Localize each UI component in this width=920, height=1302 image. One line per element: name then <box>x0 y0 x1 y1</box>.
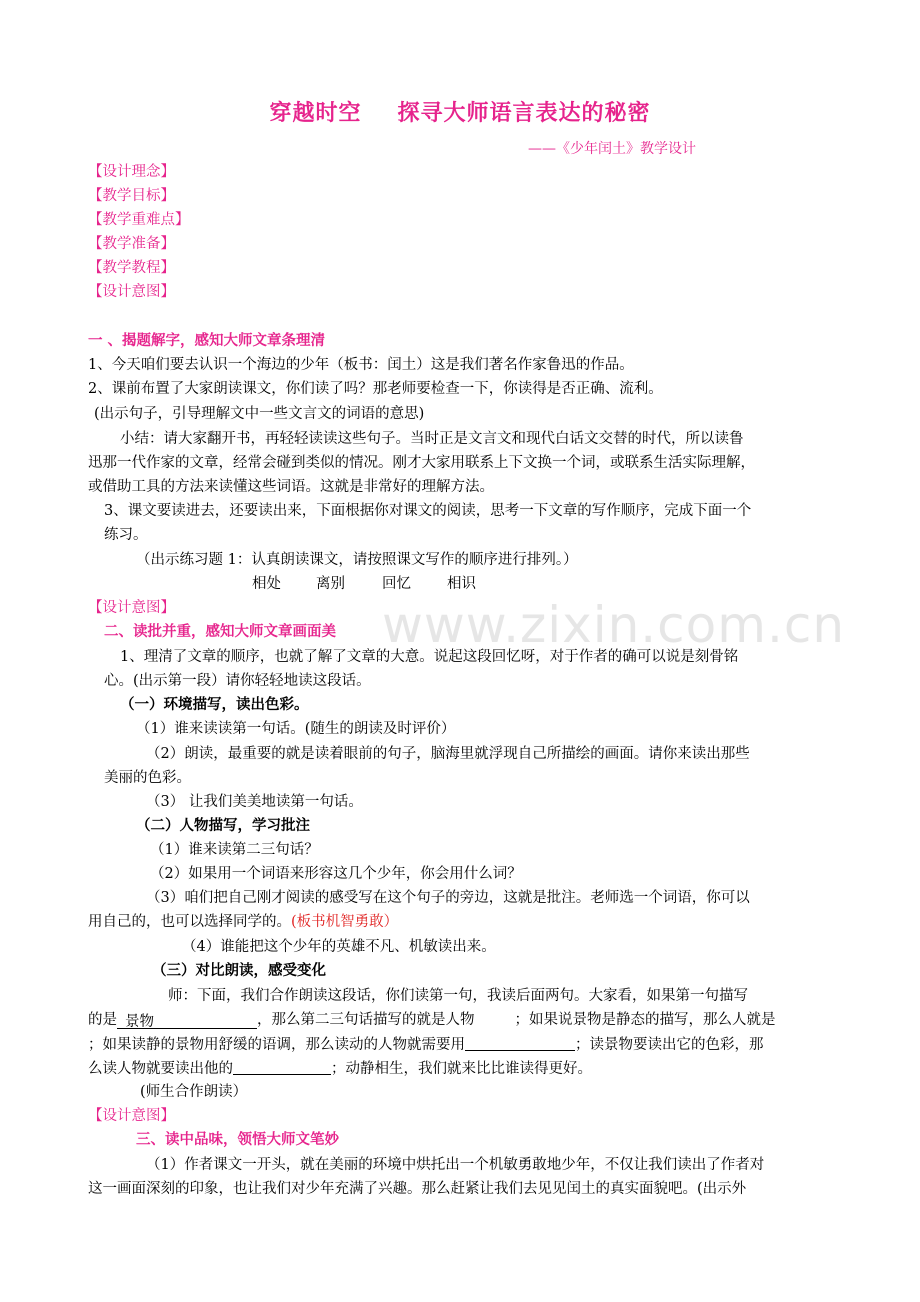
fill-blank <box>233 1058 331 1075</box>
title-part-2: 探寻大师语言表达的秘密 <box>397 100 651 126</box>
nav-teaching-process: 【教学教程】 <box>88 260 175 276</box>
board-note: (板书机智勇敢） <box>291 914 399 930</box>
s2-item-text: ，那么第二三句话描写的就是人物 <box>257 1012 475 1028</box>
fill-blank <box>465 1034 575 1051</box>
s3-paragraph: 这一画面深刻的印象，也让我们对少年充满了兴趣。那么赶紧让我们去见见闰土的真实面貌吧。(出示外 <box>88 1181 747 1197</box>
page-title <box>0 96 920 127</box>
title-part-1: 穿越时空 <box>269 100 362 126</box>
option-item: 相处 <box>252 576 281 592</box>
s2-item-text: 用自己的，也可以选择同学的。 <box>88 914 291 930</box>
s2-item <box>88 912 398 932</box>
s2-item <box>88 1034 764 1055</box>
s2-item-text: 的是 <box>88 1012 117 1028</box>
s1-design-intent: 【设计意图】 <box>88 600 175 616</box>
s2-item: （4）谁能把这个少年的英雄不凡、机敏读出来。 <box>182 939 496 955</box>
s2-item-text: ；如果读静的景物用舒缓的语调，那么读动的人物就需要用 <box>88 1037 465 1053</box>
section-1-heading: 一 、揭题解字，感知大师文章条理清 <box>88 332 326 349</box>
s2-item: (师生合作朗读） <box>140 1084 248 1100</box>
s2-subheading: （三）对比朗读，感受变化 <box>152 962 326 979</box>
s2-item-text: ；动静相生，我们就来比比谁读得更好。 <box>331 1061 592 1077</box>
s2-item: （3） 让我们美美地读第一句话。 <box>146 794 363 810</box>
section-2-heading: 二、读批并重，感知大师文章画面美 <box>104 623 336 640</box>
s3-paragraph: （1）作者课文一开头，就在美丽的环境中烘托出一个机敏勇敢地少年，不仅让我们读出了作者对 <box>146 1157 765 1173</box>
s1-summary: 迅那一代作家的文章，经常会碰到类似的情况。刚才大家用联系上下文换一个词，或联系生活实际理解， <box>88 455 755 471</box>
s2-item: （2）朗读，最重要的就是读着眼前的句子，脑海里就浮现自己所描绘的画面。请你来读出那些 <box>146 746 750 762</box>
s1-paragraph: 练习。 <box>104 527 148 543</box>
s2-item: （1）谁来读读第一句话。(随生的朗读及时评价） <box>136 721 456 737</box>
s2-item: 美丽的色彩。 <box>104 770 191 786</box>
nav-preparation: 【教学准备】 <box>88 236 175 252</box>
s2-design-intent: 【设计意图】 <box>88 1108 175 1124</box>
s2-item-text: ；如果说景物是静态的描写，那么人就是 <box>514 1012 776 1028</box>
s2-subheading: （一）环境描写，读出色彩。 <box>120 696 309 713</box>
watermark: www.zixin.com.cn <box>382 596 846 654</box>
s2-item: （3）咱们把自己刚才阅读的感受写在这个句子的旁边，这就是批注。老师选一个词语，你可以 <box>146 890 750 906</box>
page-subtitle: ——《少年闰土》教学设计 <box>528 141 696 157</box>
s1-exercise: （出示练习题 1：认真朗读课文，请按照课文写作的顺序进行排列。） <box>136 552 578 568</box>
nav-design-intent: 【设计意图】 <box>88 284 175 300</box>
option-item: 离别 <box>316 576 345 592</box>
option-item: 回忆 <box>382 576 411 592</box>
s2-item-text: ；读景物要读出它的色彩，那 <box>575 1037 764 1053</box>
s1-paragraph: 1、今天咱们要去认识一个海边的少年（板书：闰土）这是我们著名作家鲁迅的作品。 <box>88 357 634 373</box>
s2-subheading: （二）人物描写，学习批注 <box>136 817 310 834</box>
s2-item: 师：下面，我们合作朗读这段话，你们读第一句，我读后面两句。大家看，如果第一句描写 <box>168 988 748 1004</box>
s1-summary: 小结：请大家翻开书，再轻轻读读这些句子。当时正是文言文和现代白话文交替的时代，所以读鲁 <box>120 431 744 447</box>
s2-item-text: 么读人物就要读出他的 <box>88 1061 233 1077</box>
fill-blank: 景物 <box>117 1012 257 1029</box>
s1-paragraph: 2、课前布置了大家朗读课文，你们读了吗？那老师要检查一下，你读得是否正确、流利。 <box>88 381 663 397</box>
nav-teaching-goals: 【教学目标】 <box>88 188 175 204</box>
s2-paragraph: 心。(出示第一段）请你轻轻地读这段话。 <box>104 673 371 689</box>
option-item: 相识 <box>447 576 476 592</box>
section-3-heading: 三、读中品味，领悟大师文笔妙 <box>136 1131 339 1148</box>
s2-item <box>88 1058 592 1079</box>
s1-summary: 或借助工具的方法来读懂这些词语。这就是非常好的理解方法。 <box>88 479 494 495</box>
nav-key-points: 【教学重难点】 <box>88 212 190 228</box>
nav-design-concept: 【设计理念】 <box>88 164 175 180</box>
s2-item: （2）如果用一个词语来形容这几个少年，你会用什么词？ <box>150 866 522 882</box>
s2-item: （1）谁来读第二三句话？ <box>150 842 319 858</box>
s1-paragraph: 3、课文要读进去，还要读出来，下面根据你对课文的阅读，思考一下文章的写作顺序，完成下面一个 <box>104 503 752 519</box>
s1-paragraph: (出示句子，引导理解文中一些文言文的词语的意思) <box>94 406 425 422</box>
s2-paragraph: 1、理清了文章的顺序，也就了解了文章的大意。说起这段回忆呀，对于作者的确可以说是刻骨铭 <box>120 649 739 665</box>
s2-item <box>88 1010 776 1030</box>
